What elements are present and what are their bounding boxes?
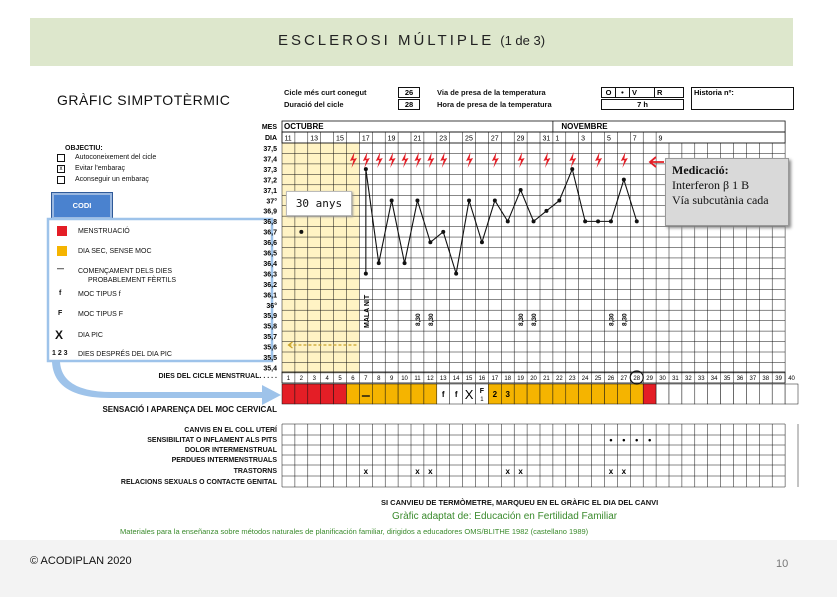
legend-after-peak-symbol: 1 2 3 — [52, 350, 68, 357]
disorders-label: TRASTORNS — [233, 468, 277, 475]
cycle-day-number: 31 — [672, 376, 679, 382]
cycle-day-number: 40 — [788, 376, 795, 382]
injection-mark — [389, 152, 396, 168]
legend-fertile-symbol: — — [57, 266, 64, 273]
day-label: 11 — [284, 135, 292, 143]
banner-subtitle: (1 de 3) — [500, 33, 546, 48]
disorder-mark: x — [415, 467, 420, 476]
cycle-day-number: 35 — [723, 376, 731, 382]
medication-line-2: Vía subcutània cada — [672, 193, 769, 207]
cycle-day-number: 8 — [377, 376, 381, 382]
cycle-day-number: 10 — [401, 376, 408, 382]
sensation-cell — [321, 384, 334, 404]
injection-mark — [414, 152, 421, 168]
objective-item-2: Evitar l'embaraç — [75, 165, 125, 172]
cycle-day-number: 5 — [338, 376, 342, 382]
month-october: OCTUBRE — [284, 122, 324, 131]
legend-mucus-F: MOC TIPUS F — [78, 311, 123, 318]
temperature-point — [596, 219, 600, 223]
cycle-days-label: DIES DEL CICLE MENSTRUAL. . . . . — [158, 373, 277, 380]
injection-mark — [595, 152, 602, 168]
temp-tick-label: 36,6 — [263, 240, 277, 248]
sensation-cell — [630, 384, 643, 404]
cycle-day-number: 6 — [351, 376, 355, 382]
mucus-F-mark: F — [479, 388, 485, 395]
medication-line-1: Interferon β 1 B — [672, 178, 750, 192]
objective-title: OBJECTIU: — [65, 145, 103, 152]
chart-title: GRÀFIC SIMPTOTÈRMIC — [57, 92, 231, 108]
day-label: 13 — [310, 135, 319, 143]
history-number: Historia nº: — [691, 87, 794, 110]
disorder-mark: x — [518, 467, 523, 476]
temperature-point — [493, 198, 497, 202]
temp-tick-label: 36,4 — [263, 260, 277, 268]
temperature-point — [454, 272, 458, 276]
temp-tick-label: 36,1 — [263, 292, 277, 300]
objective-check-2: x — [57, 165, 65, 173]
sensation-cell — [385, 384, 398, 404]
sensation-cell — [514, 384, 527, 404]
cycle-day-number: 3 — [312, 376, 316, 382]
medication-title: Medicació: — [672, 163, 729, 177]
sensation-cell — [295, 384, 308, 404]
cycle-day-number: 11 — [414, 376, 421, 382]
temp-tick-label: 35,7 — [263, 334, 277, 342]
legend-peak-day: DIA PIC — [78, 332, 103, 339]
sensation-cell — [372, 384, 385, 404]
sensation-cell — [656, 384, 669, 404]
after-peak-day-3: 3 — [505, 390, 510, 399]
mucus-f-mark: f — [454, 390, 458, 399]
breast-tenderness-dot: • — [635, 435, 639, 445]
losses-label: PERDUES INTERMENSTRUALS — [171, 457, 277, 464]
injection-mark — [543, 152, 550, 168]
legend-fertile-start-2: PROBABLEMENT FÈRTILS — [88, 277, 177, 284]
legend-frame — [48, 219, 272, 361]
temperature-point — [415, 198, 419, 202]
temperature-point — [467, 198, 471, 202]
time-note: 8,30 — [427, 313, 435, 326]
materials-note: Materiales para la enseñanza sobre métodos naturales de planificación familiar, dirigidos a educadores OMS/BLITHE 1982 (castellano 1989) — [120, 527, 589, 536]
temperature-point — [519, 188, 523, 192]
temperature-point — [441, 230, 445, 234]
banner-title: ESCLEROSI MÚLTIPLE (1 de 3) — [277, 32, 546, 49]
month-november: NOVEMBRE — [561, 122, 608, 131]
breast-tenderness-dot: • — [648, 435, 652, 445]
temp-tick-label: 37,4 — [263, 156, 277, 164]
cycle-day-number: 20 — [530, 376, 537, 382]
sensation-cell — [746, 384, 759, 404]
sensation-cell — [605, 384, 618, 404]
day-label: 17 — [361, 135, 370, 143]
temp-tick-label: 37,2 — [263, 177, 277, 185]
cycle-day-number: 39 — [775, 376, 782, 382]
sensation-cell — [695, 384, 708, 404]
temp-tick-label: 36,7 — [263, 229, 277, 237]
peak-day-mark: X — [464, 387, 474, 402]
sensation-cell — [708, 384, 721, 404]
temperature-point — [506, 219, 510, 223]
cycle-day-number: 27 — [620, 376, 628, 382]
disorder-mark: x — [428, 467, 433, 476]
cycle-day-number: 26 — [607, 376, 615, 382]
cycle-day-number: 17 — [491, 376, 499, 382]
cycle-day-number: 23 — [568, 376, 576, 382]
cycle-day-number: 24 — [581, 376, 589, 382]
time-note: 8,30 — [518, 313, 526, 326]
temperature-point — [377, 261, 381, 265]
temp-tick-label: 35,4 — [263, 365, 277, 373]
sensation-cell — [617, 384, 630, 404]
temp-tick-label: 35,6 — [263, 344, 277, 352]
cycle-length-value: 28 — [398, 99, 420, 110]
legend-f-symbol: f — [59, 290, 62, 297]
temperature-point — [622, 178, 626, 182]
adapted-note: Gràfic adaptat de: Educación en Fertilidad Familiar — [392, 511, 618, 522]
cycle-day-number: 15 — [465, 376, 473, 382]
medication-callout — [665, 158, 789, 226]
sensation-cell — [592, 384, 605, 404]
temp-tick-label: 37,5 — [263, 146, 277, 153]
day-label: 3 — [581, 135, 586, 143]
day-label: 9 — [658, 135, 663, 143]
day-label: 27 — [490, 135, 499, 143]
temp-tick-label: 35,5 — [263, 355, 277, 362]
temperature-point — [403, 261, 407, 265]
route-option-o: O — [601, 87, 616, 98]
temperature-point — [299, 230, 303, 234]
disorder-mark: x — [608, 467, 614, 476]
copyright: © ACODIPLAN 2020 — [30, 555, 132, 567]
temperature-point — [583, 219, 587, 223]
sensation-cell — [540, 384, 553, 404]
sensation-cell — [566, 384, 579, 404]
cervix-label: CANVIS EN EL COLL UTERÍ — [184, 427, 277, 434]
temp-tick-label: 35,9 — [263, 313, 277, 321]
temperature-point — [364, 272, 368, 276]
cycle-day-number: 4 — [325, 376, 329, 382]
day-label: 23 — [439, 135, 448, 143]
sensation-cell — [553, 384, 566, 404]
disorder-mark: x — [621, 467, 627, 476]
injection-mark — [440, 152, 447, 168]
legend-peak-symbol: X — [55, 328, 64, 342]
bad-night-note: MALA NIT — [363, 294, 371, 328]
temperature-point — [609, 219, 613, 223]
shortest-cycle-value: 26 — [398, 87, 420, 98]
sensation-label: SENSACIÓ I APARENÇA DEL MOC CERVICAL — [102, 405, 277, 414]
route-option-dot: • — [615, 87, 630, 98]
legend-fertile-start: COMENÇAMENT DELS DIES — [78, 268, 172, 275]
cycle-day-number: 12 — [427, 376, 434, 382]
cycle-day-number: 9 — [389, 376, 394, 382]
time-note: 8,30 — [621, 313, 629, 326]
injection-mark — [466, 152, 473, 168]
cycle-day-number: 37 — [749, 376, 757, 382]
objective-item-3: Aconseguir un embaraç — [75, 176, 149, 183]
sensation-cell — [282, 384, 295, 404]
cycle-day-number: 2 — [299, 376, 304, 382]
temp-tick-label: 37,1 — [263, 187, 277, 195]
temperature-point — [532, 219, 536, 223]
temperature-point — [570, 167, 574, 171]
cycle-day-number: 16 — [478, 376, 486, 382]
sensation-cell — [398, 384, 411, 404]
day-label: 25 — [465, 135, 473, 143]
day-label: 15 — [336, 135, 344, 143]
cycle-day-number: 21 — [543, 376, 550, 382]
day-label: 1 — [555, 135, 560, 143]
disorder-mark: x — [363, 467, 369, 476]
temp-time-value: 7 h — [601, 99, 684, 110]
sensation-cell — [424, 384, 437, 404]
temp-tick-label: 35,8 — [263, 323, 277, 331]
route-option-r: R — [654, 87, 684, 98]
sensation-cell — [759, 384, 772, 404]
sensation-cell — [411, 384, 424, 404]
cycle-day-number: 14 — [452, 376, 460, 382]
shortest-cycle-label: Cicle més curt conegut — [284, 88, 367, 97]
cycle-day-number: 33 — [697, 376, 705, 382]
temp-tick-label: 36,3 — [263, 271, 277, 279]
cycle-day-number: 32 — [685, 376, 692, 382]
cycle-day-number: 30 — [659, 376, 666, 382]
legend-F-symbol: F — [58, 310, 63, 317]
injection-mark — [363, 152, 370, 168]
temp-tick-label: 36,8 — [263, 219, 277, 227]
sensation-cell — [785, 384, 798, 404]
sensation-cell — [527, 384, 540, 404]
day-label: 29 — [516, 135, 525, 143]
temperature-point — [557, 198, 561, 202]
time-note: 8,30 — [414, 313, 422, 326]
time-note: 8,30 — [608, 313, 616, 326]
temp-tick-label: 36,9 — [263, 208, 277, 216]
day-label: 5 — [606, 135, 611, 143]
pain-label: DOLOR INTERMENSTRUAL — [184, 447, 277, 454]
cycle-day-number: 1 — [286, 376, 291, 382]
cycle-day-number: 22 — [556, 376, 563, 382]
sensation-cell — [682, 384, 695, 404]
injection-mark — [492, 152, 499, 168]
legend-mucus-f: MOC TIPUS f — [78, 291, 121, 298]
cycle-day-number: 36 — [736, 376, 744, 382]
cycle-day-number: 28 — [633, 376, 641, 382]
medication-arrow — [650, 157, 664, 167]
disorder-mark: x — [505, 467, 510, 476]
cycle-day-number: 25 — [594, 376, 602, 382]
injection-mark — [621, 152, 628, 168]
sensation-cell — [643, 384, 656, 404]
page-number: 10 — [776, 558, 789, 570]
thermometer-note: SI CANVIEU DE TERMÒMETRE, MARQUEU EN EL GRÀFIC EL DIA DEL CANVI — [381, 498, 659, 507]
day-label: 7 — [632, 135, 637, 143]
cycle-day-number: 38 — [762, 376, 770, 382]
cycle-day-number: 29 — [646, 376, 653, 382]
sensation-cell — [772, 384, 785, 404]
month-row — [282, 121, 785, 132]
sensation-cell — [308, 384, 321, 404]
cycle-length-label: Duració del cicle — [284, 100, 344, 109]
injection-mark — [569, 152, 576, 168]
sensation-cell — [359, 384, 372, 404]
injection-mark — [427, 152, 434, 168]
temp-tick-label: 36° — [266, 302, 277, 310]
temperature-point — [480, 240, 484, 244]
temp-tick-label: 36,5 — [263, 250, 277, 258]
temperature-point — [544, 209, 548, 213]
temperature-point — [390, 198, 394, 202]
cycle-day-number: 13 — [439, 376, 447, 382]
cycle-day-number: 19 — [517, 376, 524, 382]
day-label: 31 — [542, 135, 551, 143]
legend-after-peak: DIES DESPRÉS DEL DIA PIC — [78, 351, 172, 358]
injection-mark — [402, 152, 409, 168]
temperature-point — [428, 240, 432, 244]
month-axis-label: MES — [261, 124, 277, 131]
sex-label: RELACIONS SEXUALS O CONTACTE GENITAL — [120, 479, 277, 486]
legend-menstruation: MENSTRUACIÓ — [78, 228, 130, 235]
sensation-cell — [579, 384, 592, 404]
cycle-day-number: 34 — [710, 376, 718, 382]
route-option-v: V — [629, 87, 655, 98]
injection-mark — [518, 152, 525, 168]
day-label: 19 — [387, 135, 396, 143]
sensation-cell — [347, 384, 360, 404]
time-note: 8,30 — [531, 313, 539, 326]
legend-dry-day: DIA SEC, SENSE MOC — [78, 248, 152, 255]
sensation-cell — [734, 384, 747, 404]
day-label: 21 — [413, 135, 422, 143]
objective-item-1: Autoconeixement del cicle — [75, 154, 157, 161]
breasts-label: SENSIBILITAT O INFLAMENT ALS PITS — [147, 437, 277, 444]
age-note: 30 anys — [286, 191, 352, 216]
injection-mark — [376, 152, 383, 168]
day-axis-label: DIA — [264, 135, 277, 142]
after-peak-day-2: 2 — [492, 390, 498, 399]
breast-tenderness-dot: • — [622, 435, 626, 445]
cycle-day-number: 7 — [364, 376, 368, 382]
legend-arrow — [52, 362, 281, 405]
temp-time-label: Hora de presa de la temperatura — [437, 100, 552, 109]
temp-tick-label: 37,3 — [263, 166, 277, 174]
sensation-cell — [334, 384, 347, 404]
sensation-cell — [669, 384, 682, 404]
footer-band — [0, 540, 837, 597]
sensation-cell — [721, 384, 734, 404]
temperature-point — [635, 219, 639, 223]
day-row — [282, 132, 785, 143]
after-peak-day-1: 1 — [480, 397, 484, 403]
cycle-day-number: 18 — [504, 376, 512, 382]
temp-tick-label: 36,2 — [263, 281, 277, 289]
codi-label: CODI — [52, 193, 112, 219]
breast-tenderness-dot: • — [609, 435, 613, 445]
mucus-f-mark: f — [441, 390, 445, 399]
temp-route-label: Via de presa de la temperatura — [437, 88, 546, 97]
temp-tick-label: 37° — [266, 198, 277, 206]
